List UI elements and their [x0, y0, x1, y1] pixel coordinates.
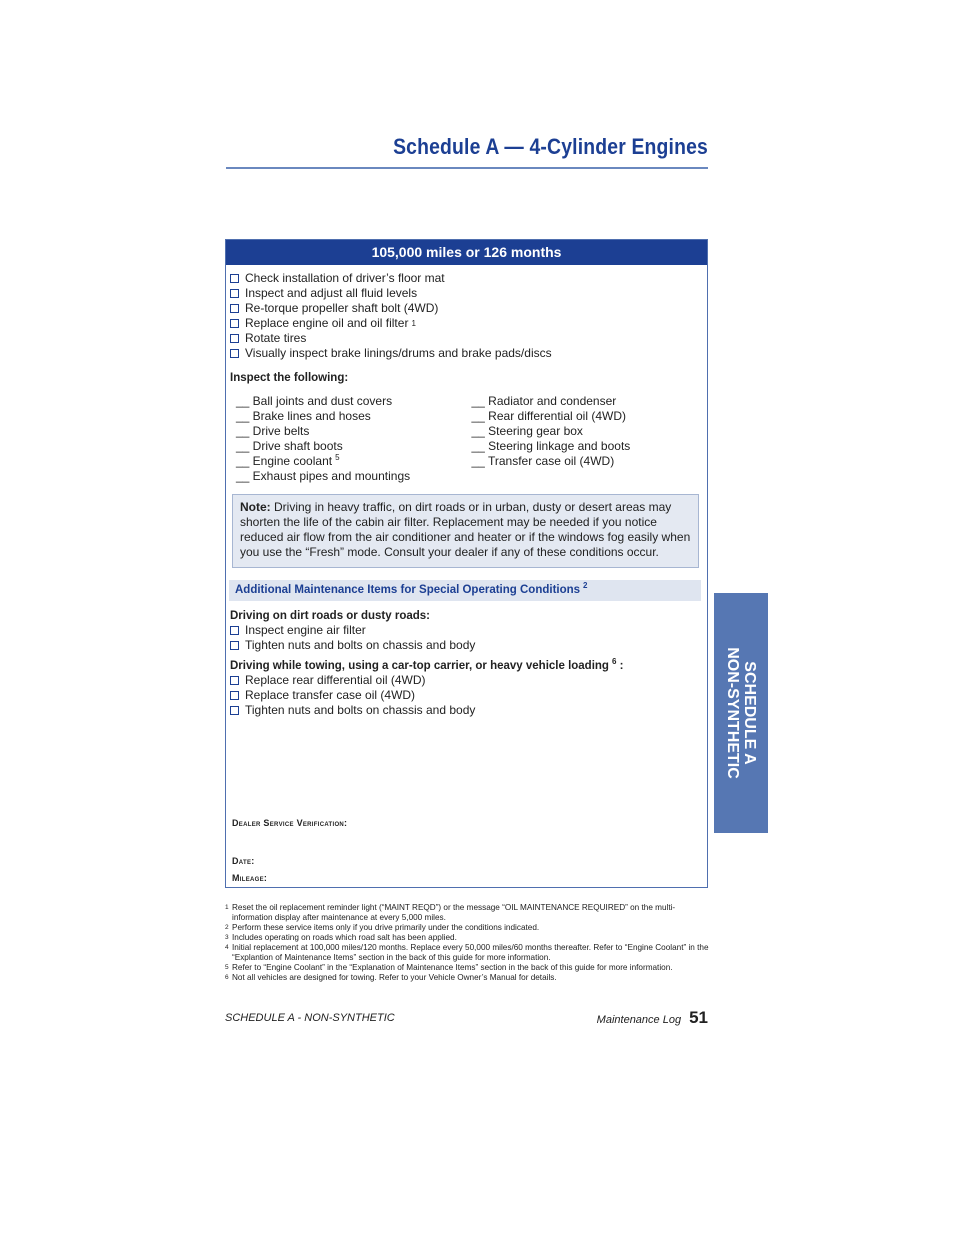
card-header: 105,000 miles or 126 months — [226, 240, 707, 265]
inspect-grid — [236, 394, 707, 484]
checkbox-icon[interactable] — [230, 641, 239, 650]
service-checklist — [230, 271, 707, 361]
checklist-item[interactable]: Inspect and adjust all fluid levels — [230, 286, 707, 301]
side-tab-line1: SCHEDULE A — [741, 661, 758, 765]
checklist-item[interactable]: Replace transfer case oil (4WD) — [230, 688, 707, 703]
footnote: 5 Refer to “Engine Coolant” in the “Explanation of Maintenance Items” section in the back of this guide for more information. — [225, 963, 673, 972]
checkbox-icon[interactable] — [230, 676, 239, 685]
towing-checklist — [230, 673, 707, 718]
note-text: Driving in heavy traffic, on dirt roads or in urban, dusty or desert areas may shorten the life of the cabin air filter. Replacement may be needed if you notice reduced air flow from the air conditioner and heater or if the windows fog easily when you use the “Fresh” mode. Consult your dealer if any of these conditions occur. — [240, 500, 691, 559]
inspect-item: __ Drive shaft boots — [236, 439, 343, 453]
towing-heading: Driving while towing, using a car-top carrier, or heavy vehicle loading $^6$ : — [230, 657, 624, 672]
checkbox-icon[interactable] — [230, 334, 239, 343]
checkbox-icon[interactable] — [230, 706, 239, 715]
checkbox-icon[interactable] — [230, 289, 239, 298]
checkbox-icon[interactable] — [230, 304, 239, 313]
dirt-roads-heading: Driving on dirt roads or dusty roads: — [230, 610, 430, 622]
inspect-item: __ Drive belts — [236, 424, 310, 438]
additional-maintenance-heading: Additional Maintenance Items for Special Operating Conditions $^2$ — [229, 580, 701, 601]
inspect-item: __ Engine coolant $^5$ — [236, 453, 340, 468]
cabin-filter-note — [232, 494, 699, 568]
inspect-column-left — [236, 394, 472, 484]
checkbox-icon[interactable] — [230, 319, 239, 328]
checkbox-icon[interactable] — [230, 274, 239, 283]
title-divider — [226, 167, 708, 169]
inspect-item: __ Radiator and condenser — [471, 394, 617, 408]
inspect-item: __ Rear differential oil (4WD) — [471, 409, 627, 423]
footnote: 4 Initial replacement at 100,000 miles/120 months. Replace every 50,000 miles/60 months thereafter. Refer to “Engine Coolant” in the “Explantion of Maintenance Items” section in the back of this guide for more information. — [225, 943, 709, 962]
page-number: 51 — [689, 1008, 708, 1027]
checkbox-icon[interactable] — [230, 349, 239, 358]
footnote: 3 Includes operating on roads which road salt has been applied. — [225, 933, 457, 942]
checklist-item[interactable]: Re-torque propeller shaft bolt (4WD) — [230, 301, 707, 316]
footer-section-label: SCHEDULE A - NON-SYNTHETIC — [225, 1012, 395, 1024]
inspect-item: __ Ball joints and dust covers — [236, 394, 393, 408]
inspect-item: __ Exhaust pipes and mountings — [236, 469, 411, 483]
footnote: 6 Not all vehicles are designed for towing. Refer to your Vehicle Owner’s Manual for details. — [225, 973, 557, 982]
inspect-heading: Inspect the following: — [230, 372, 349, 384]
footnotes — [225, 903, 715, 983]
dealer-verification-label: Dealer Service Verification: — [232, 818, 348, 828]
footnote: 1 Reset the oil replacement reminder light (“MAINT REQD”) or the message “OIL MAINTENANCE REQUIRED” on the multi-information display after maintenance at every 5,000 miles. — [225, 903, 676, 922]
checklist-item[interactable]: Visually inspect brake linings/drums and brake pads/discs — [230, 346, 707, 361]
checklist-item[interactable]: Rotate tires — [230, 331, 707, 346]
checklist-item[interactable]: Replace engine oil and oil filter 1 — [230, 316, 707, 331]
footnote-ref: 5 — [335, 453, 340, 462]
page-title: Schedule A — 4-Cylinder Engines — [393, 134, 708, 159]
inspect-item: __ Brake lines and hoses — [236, 409, 371, 423]
checklist-item[interactable]: Tighten nuts and bolts on chassis and body — [230, 638, 707, 653]
checkbox-icon[interactable] — [230, 626, 239, 635]
footnote: 2 Perform these service items only if you drive primarily under the conditions indicated. — [225, 923, 540, 932]
inspect-item: __ Steering gear box — [471, 424, 583, 438]
checklist-item[interactable]: Replace rear differential oil (4WD) — [230, 673, 707, 688]
side-tab-line2: NON-SYNTHETIC — [724, 647, 741, 779]
footnote-ref: 6 — [611, 657, 617, 667]
checklist-item[interactable]: Check installation of driver’s floor mat — [230, 271, 707, 286]
side-section-tab — [714, 593, 768, 833]
inspect-column-right — [472, 394, 708, 484]
mileage-label: Mileage: — [232, 873, 268, 883]
footer-right — [597, 1008, 708, 1028]
maintenance-card — [225, 239, 708, 888]
inspect-item: __ Steering linkage and boots — [471, 439, 631, 453]
footnote-ref: 2 — [583, 581, 588, 591]
dirt-roads-checklist — [230, 623, 707, 653]
checklist-item[interactable]: Tighten nuts and bolts on chassis and body — [230, 703, 707, 718]
footer-book-title: Maintenance Log — [596, 1014, 682, 1026]
checklist-item[interactable]: Inspect engine air filter — [230, 623, 707, 638]
checkbox-icon[interactable] — [230, 691, 239, 700]
note-label: Note: — [240, 500, 271, 514]
date-label: Date: — [232, 856, 255, 866]
inspect-item: __ Transfer case oil (4WD) — [471, 454, 615, 468]
